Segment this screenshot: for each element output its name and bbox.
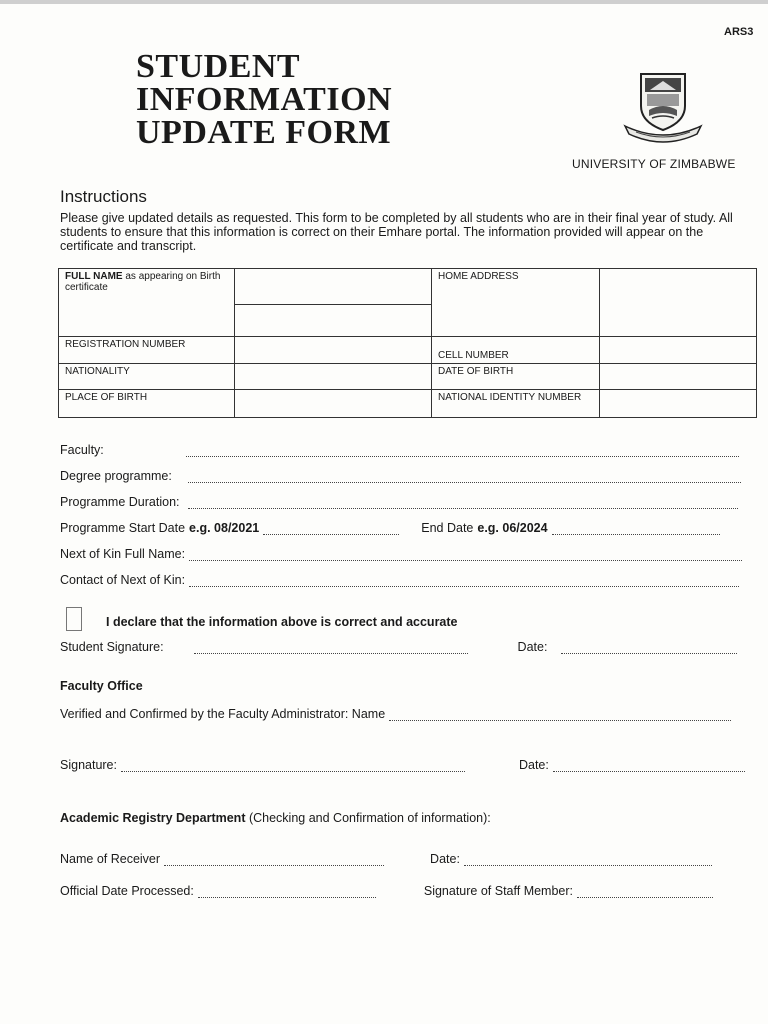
nationality-input[interactable] bbox=[235, 364, 432, 390]
student-signature-label: Student Signature: bbox=[60, 640, 164, 654]
end-date-input[interactable] bbox=[552, 524, 720, 535]
end-date-example: e.g. 06/2024 bbox=[477, 521, 548, 535]
title-line-2: INFORMATION bbox=[136, 81, 393, 118]
faculty-signature-input[interactable] bbox=[121, 761, 465, 772]
degree-label: Degree programme: bbox=[60, 469, 172, 483]
duration-label: Programme Duration: bbox=[60, 495, 180, 509]
form-code: ARS3 bbox=[724, 26, 754, 38]
registry-subheading: (Checking and Confirmation of information): bbox=[248, 811, 491, 825]
declaration-checkbox[interactable] bbox=[66, 607, 82, 631]
full-name-input-1[interactable] bbox=[235, 269, 432, 305]
full-name-label-cell bbox=[59, 269, 235, 337]
faculty-signature-label: Signature: bbox=[60, 758, 117, 772]
declaration-text: I declare that the information above is correct and accurate bbox=[106, 615, 458, 629]
kin-name-label: Next of Kin Full Name: bbox=[60, 547, 186, 561]
kin-name-input[interactable] bbox=[189, 550, 742, 561]
national-id-label: NATIONAL IDENTITY NUMBER bbox=[432, 390, 600, 418]
duration-input[interactable] bbox=[188, 498, 738, 509]
full-name-note: as appearing on Birth certificate bbox=[65, 271, 221, 293]
official-date-label: Official Date Processed: bbox=[60, 884, 194, 898]
verified-name-input[interactable] bbox=[389, 710, 731, 721]
cell-number-input[interactable] bbox=[600, 337, 757, 364]
degree-field bbox=[60, 469, 741, 483]
faculty-date-label: Date: bbox=[518, 758, 549, 772]
university-crest-icon bbox=[622, 70, 704, 146]
duration-field bbox=[60, 495, 738, 509]
start-date-label: Programme Start Date bbox=[60, 521, 186, 535]
full-name-input-2[interactable] bbox=[235, 305, 432, 337]
faculty-field bbox=[60, 443, 739, 457]
kin-name-field bbox=[60, 547, 742, 561]
date-of-birth-input[interactable] bbox=[600, 364, 757, 390]
date-of-birth-label: DATE OF BIRTH bbox=[432, 364, 600, 390]
student-signature-field bbox=[60, 640, 737, 654]
verified-field bbox=[60, 707, 731, 721]
place-of-birth-label: PLACE OF BIRTH bbox=[59, 390, 235, 418]
registry-heading-bold: Academic Registry Department bbox=[60, 811, 246, 825]
receiver-input[interactable] bbox=[164, 855, 384, 866]
instructions-text: Please give updated details as requested. This form to be completed by all students who are in their final year of study. All students to ensure that this information is correct on their Emhare portal. The information provided will appear on the certificate and transcript. bbox=[60, 211, 733, 253]
official-date-input[interactable] bbox=[198, 887, 376, 898]
national-id-input[interactable] bbox=[600, 390, 757, 418]
place-of-birth-input[interactable] bbox=[235, 390, 432, 418]
full-name-label: FULL NAME bbox=[65, 271, 123, 282]
student-date-label: Date: bbox=[517, 640, 548, 654]
end-date-label: End Date bbox=[421, 521, 474, 535]
registration-number-input[interactable] bbox=[235, 337, 432, 364]
cell-number-label: CELL NUMBER bbox=[432, 337, 600, 364]
kin-contact-input[interactable] bbox=[189, 576, 739, 587]
home-address-label: HOME ADDRESS bbox=[432, 269, 600, 337]
faculty-signature-field bbox=[60, 758, 745, 772]
faculty-office-heading: Faculty Office bbox=[60, 679, 143, 693]
staff-signature-label: Signature of Staff Member: bbox=[423, 884, 574, 898]
degree-input[interactable] bbox=[188, 472, 741, 483]
receiver-label: Name of Receiver bbox=[60, 852, 161, 866]
student-signature-input[interactable] bbox=[194, 643, 468, 654]
personal-details-table bbox=[58, 268, 757, 418]
faculty-label: Faculty: bbox=[60, 443, 104, 457]
nationality-label: NATIONALITY bbox=[59, 364, 235, 390]
kin-contact-label: Contact of Next of Kin: bbox=[60, 573, 186, 587]
verified-label: Verified and Confirmed by the Faculty Administrator: Name bbox=[60, 707, 386, 721]
kin-contact-field bbox=[60, 573, 739, 587]
official-date-field bbox=[60, 884, 713, 898]
faculty-input[interactable] bbox=[186, 446, 739, 457]
home-address-input[interactable] bbox=[600, 269, 757, 337]
registry-date-label: Date: bbox=[430, 852, 460, 866]
receiver-field bbox=[60, 852, 712, 866]
start-date-example: e.g. 08/2021 bbox=[189, 521, 260, 535]
title-line-1: STUDENT bbox=[136, 48, 301, 85]
student-date-input[interactable] bbox=[561, 643, 737, 654]
title-line-3: UPDATE FORM bbox=[136, 114, 392, 151]
page-top-edge bbox=[0, 0, 768, 4]
staff-signature-input[interactable] bbox=[577, 887, 713, 898]
form-title bbox=[136, 50, 392, 149]
registry-heading bbox=[60, 811, 491, 825]
start-date-input[interactable] bbox=[263, 524, 399, 535]
registration-number-label: REGISTRATION NUMBER bbox=[59, 337, 235, 364]
instructions-heading: Instructions bbox=[60, 187, 147, 206]
faculty-date-input[interactable] bbox=[553, 761, 745, 772]
registry-date-input[interactable] bbox=[464, 855, 712, 866]
programme-dates-field bbox=[60, 521, 720, 535]
university-name: UNIVERSITY OF ZIMBABWE bbox=[572, 157, 736, 171]
